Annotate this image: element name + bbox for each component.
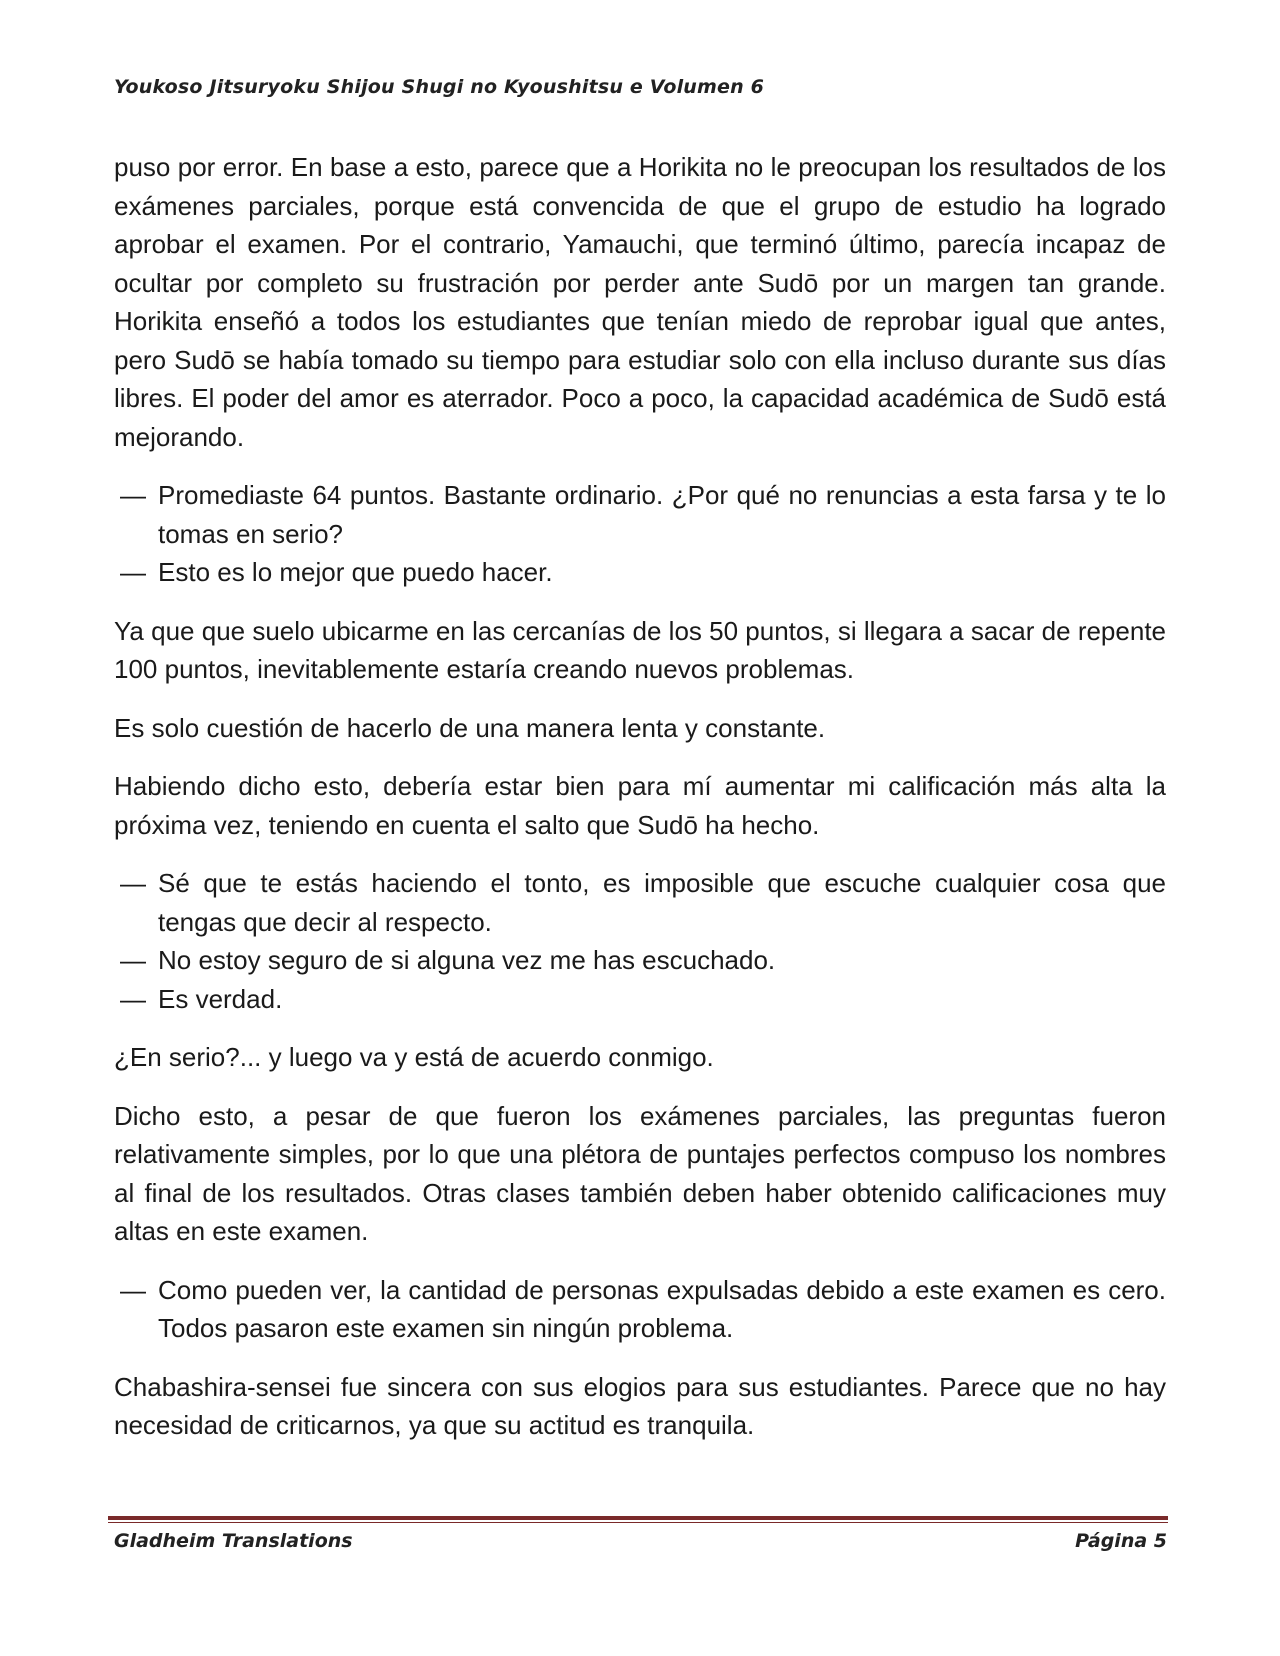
dialogue-line bbox=[114, 941, 1166, 980]
footer-divider-thick bbox=[108, 1516, 1168, 1520]
paragraph: Chabashira-sensei fue sincera con sus elogios para sus estudiantes. Parece que no hay necesidad de criticarnos, ya que su actitud es tranquila. bbox=[114, 1371, 1166, 1440]
footer-divider-thin bbox=[108, 1522, 1168, 1523]
footer-page-number: Página 5 bbox=[1075, 1530, 1167, 1552]
footer-divider bbox=[108, 1516, 1168, 1523]
em-dash: — bbox=[120, 557, 146, 587]
dialogue-group bbox=[114, 476, 1166, 592]
em-dash: — bbox=[120, 983, 146, 1014]
em-dash: — bbox=[120, 945, 146, 975]
paragraph: puso por error. En base a esto, parece que a Horikita no le preocupan los resultados de los exámenes parciales, porque está convencida de que el grupo de estudio ha logrado aprobar el examen. Por el contrario, Yamauchi, que terminó último, parecía incapaz de ocultar por completo su frustración por perder ante Sudō por un margen tan grande. Horikita enseñó a todos los estudiantes que tenían miedo de reprobar igual que antes, pero Sudō se había tomado su tiempo para estudiar solo con ella incluso durante sus días libres. El poder del amor es aterrador. Poco a poco, la capacidad académica de Sudō está mejorando. bbox=[114, 152, 1166, 452]
footer-translator: Gladheim Translations bbox=[114, 1530, 353, 1552]
dialogue-line bbox=[114, 980, 1166, 1019]
em-dash: — bbox=[120, 1274, 146, 1305]
dialogue-text: Esto es lo mejor que puedo hacer. bbox=[158, 557, 553, 587]
dialogue-line bbox=[114, 476, 1166, 553]
em-dash: — bbox=[120, 480, 146, 510]
dialogue-group bbox=[114, 1271, 1166, 1348]
paragraph: Es solo cuestión de hacerlo de una manera lenta y constante. bbox=[114, 712, 826, 743]
page-body bbox=[114, 148, 1166, 1465]
paragraph: ¿En serio?... y luego va y está de acuerdo conmigo. bbox=[114, 1042, 714, 1072]
paragraph: Habiendo dicho esto, debería estar bien para mí aumentar mi calificación más alta la próxima vez, teniendo en cuenta el salto que Sudō ha hecho. bbox=[114, 771, 1166, 840]
dialogue-text: Como pueden ver, la cantidad de personas expulsadas debido a este examen es cero. Todos pasaron este examen sin ningún problema. bbox=[158, 1274, 1166, 1343]
dialogue-line bbox=[114, 1271, 1166, 1348]
dialogue-group bbox=[114, 864, 1166, 1018]
dialogue-text: Sé que te estás haciendo el tonto, es imposible que escuche cualquier cosa que tengas que decir al respecto. bbox=[158, 868, 1166, 937]
paragraph: Dicho esto, a pesar de que fueron los exámenes parciales, las preguntas fueron relativamente simples, por lo que una plétora de puntajes perfectos compuso los nombres al final de los resultados. Otras clases también deben haber obtenido calificaciones muy altas en este examen. bbox=[114, 1100, 1166, 1246]
em-dash: — bbox=[120, 868, 146, 898]
dialogue-line bbox=[114, 864, 1166, 941]
page-header-title: Youkoso Jitsuryoku Shijou Shugi no Kyoushitsu e Volumen 6 bbox=[114, 76, 765, 98]
dialogue-text: Es verdad. bbox=[158, 983, 283, 1014]
dialogue-text: No estoy seguro de si alguna vez me has escuchado. bbox=[158, 945, 776, 975]
dialogue-text: Promediaste 64 puntos. Bastante ordinario. ¿Por qué no renuncias a esta farsa y te lo tomas en serio? bbox=[158, 480, 1166, 549]
paragraph: Ya que que suelo ubicarme en las cercanías de los 50 puntos, si llegara a sacar de repente 100 puntos, inevitablemente estaría creando nuevos problemas. bbox=[114, 615, 1166, 684]
dialogue-line bbox=[114, 553, 1166, 592]
